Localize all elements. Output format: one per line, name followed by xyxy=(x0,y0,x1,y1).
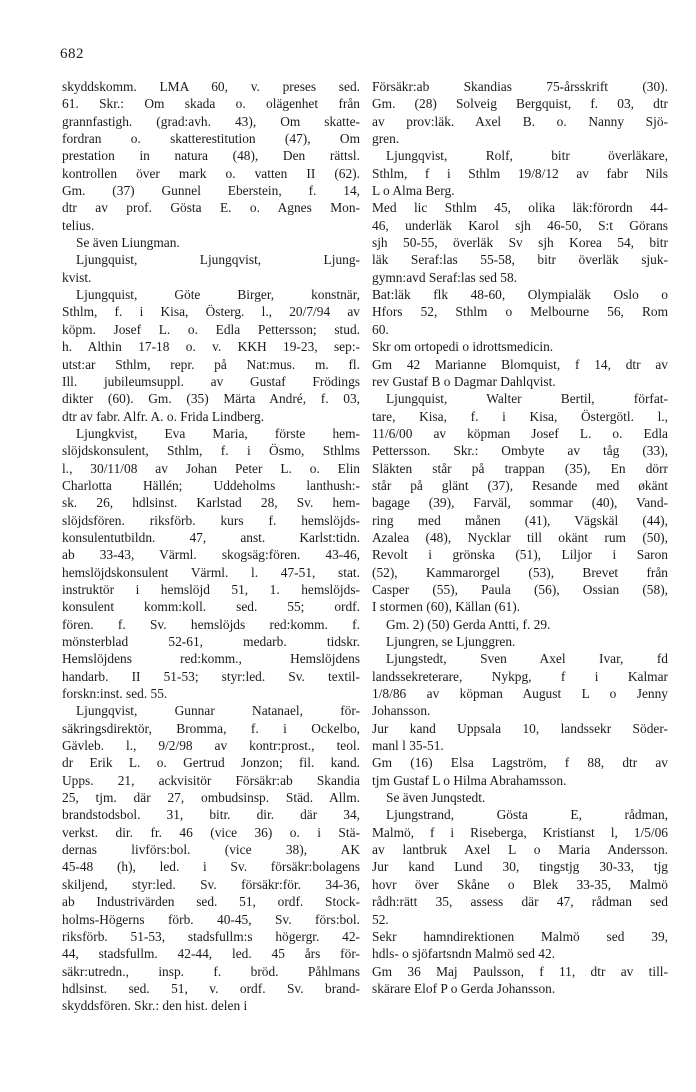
text-line: kontrollen över mark o. vatten II (62). xyxy=(62,165,360,181)
text-line: Charlotta Hällén; Uddeholms lanthush:- xyxy=(62,477,360,493)
text-line: gymn:avd Seraf:las sed 58. xyxy=(372,269,518,285)
text-line: Sthlm, f i Sthlm 19/8/12 av fabr Nils xyxy=(372,165,668,181)
text-line: 46, underläk Karol sjh 46-50, S:t Görans xyxy=(372,217,668,233)
text-line: ab Industrivärden sed. 51, ordf. Stock- xyxy=(62,894,360,910)
text-line: av prov:läk. Axel B. o. Nanny Sjö- xyxy=(372,113,668,129)
text-line: Gm (16) Elsa Lagström, f 88, dtr av xyxy=(372,755,668,771)
text-line: 45-48 (h), led. i Sv. försäkr:bolagens xyxy=(62,859,360,875)
text-line: 60. xyxy=(372,321,389,337)
text-line: kvist. xyxy=(62,269,92,285)
text-line: Försäkr:ab Skandias 75-årsskrift (30). xyxy=(372,79,668,94)
text-line: Ljungqvist, Rolf, bitr överläkare, xyxy=(386,148,668,164)
text-line: tare, Kisa, f. i Kisa, Östergötl. l., xyxy=(372,408,668,424)
text-line: rådh:rätt 35, assess där 47, rådman sed xyxy=(372,894,668,910)
text-line: av lantbruk Axel L o Maria Andersson. xyxy=(372,842,668,858)
text-line: Ljungren, se Ljunggren. xyxy=(386,634,516,649)
text-line: sk. 26, hdlsinst. Karlstad 28, Sv. hem- xyxy=(62,495,360,511)
text-line: fören. f. Sv. hemslöjds red:komm. f. xyxy=(62,616,360,632)
text-line: rev Gustaf B o Dagmar Dahlqvist. xyxy=(372,373,556,389)
text-line: köpm. Josef L. o. Edla Pettersson; stud. xyxy=(62,321,360,337)
text-line: Revolt i grönska (51), Liljor i Saron xyxy=(372,547,668,563)
text-line: dtr av prof. Gösta E. o. Agnes Mon- xyxy=(62,200,360,216)
text-line: hdls- o sjöfartsndn Malmö sed 42. xyxy=(372,946,555,962)
text-line: Jur kand Lund 30, tingstjg 30-33, tjg xyxy=(372,859,668,875)
text-line: Azalea (48), Nycklar till okänt rum (50), xyxy=(372,529,668,545)
text-line: 61. Skr.: Om skada o. olägenhet från xyxy=(62,96,360,112)
text-line: L o Alma Berg. xyxy=(372,183,455,199)
text-line: 52. xyxy=(372,911,389,927)
text-line: Släkten står på trappan (35), En dörr xyxy=(372,460,668,476)
text-line: Gm. (37) Gunnel Eberstein, f. 14, xyxy=(62,183,360,199)
text-line: 11/6/00 av köpman Josef L. o. Edla xyxy=(372,425,668,441)
text-line: Ljungquist, Göte Birger, konstnär, xyxy=(76,287,360,303)
text-line: Med lic Sthlm 45, olika läk:förordn 44- xyxy=(372,200,668,216)
text-line: h. Althin 17-18 o. v. KKH 19-23, sep:- xyxy=(62,339,360,355)
text-line: Se även Junqstedt. xyxy=(386,790,486,806)
text-line: utst:ar Sthlm, repr. på Nat:mus. m. fl. xyxy=(62,356,360,372)
text-line: Johansson. xyxy=(372,703,431,719)
text-line: Ljungstedt, Sven Axel Ivar, fd xyxy=(386,651,668,667)
text-line: (52), Kammarorgel (53), Brevet från xyxy=(372,564,668,580)
text-line: verkst. dir. fr. 46 (vice 36) o. i Stä- xyxy=(62,824,360,840)
text-line: säkr:utredn., insp. f. bröd. Påhlmans xyxy=(62,963,360,979)
text-line: instruktör i hemslöjd 51, 1. hemslöjds- xyxy=(62,581,360,597)
text-line: slöjdskonsulent, Sthlm, f. i Ösmo, Sthlms xyxy=(62,443,360,459)
text-line: Ljungkvist, Eva Maria, förste hem- xyxy=(76,425,360,441)
text-line: dr Erik L. o. Gertrud Jonzon; fil. kand. xyxy=(62,755,360,771)
text-line: 25, tjm. där 27, ombudsinsp. Städ. Allm. xyxy=(62,790,360,806)
text-line: Ljungstrand, Gösta E, rådman, xyxy=(386,807,668,823)
text-line: I stormen (60), Källan (61). xyxy=(372,599,520,615)
text-line: landssekreterare, Nykpg, f i Kalmar xyxy=(372,668,668,684)
page-number: 682 xyxy=(60,46,84,62)
text-line: dernas livförs:bol. (vice 38), AK xyxy=(62,842,360,858)
text-line: l., 30/11/08 av Johan Peter L. o. Elin xyxy=(62,460,360,476)
text-line: Pettersson. Skr.: Ombyte av tåg (33), xyxy=(372,443,668,459)
text-line: Skr om ortopedi o idrottsmedicin. xyxy=(372,339,554,355)
text-line: forskn:inst. sed. 55. xyxy=(62,686,168,702)
text-line: dikter (60). Gm. (35) Märta André, f. 03, xyxy=(62,391,360,407)
text-line: står på glänt (37), Resande med økänt xyxy=(372,477,668,493)
text-line: hovr över Skåne o Blek 33-35, Malmö xyxy=(372,876,668,892)
text-line: sjh 50-55, överläk Sv sjh Korea 54, bitr xyxy=(372,235,668,251)
text-line: prestation in natura (48), Den rättsl. xyxy=(62,148,360,164)
text-line: 44, stadsfullm. 42-44, led. 45 års för- xyxy=(62,946,360,962)
left-column xyxy=(62,78,360,1015)
text-line: Bat:läk flk 48-60, Olympialäk Oslo o xyxy=(372,287,668,303)
text-line: ab 33-43, Värml. skogsäg:fören. 43-46, xyxy=(62,547,360,563)
text-line: 1/8/86 av köpman August L o Jenny xyxy=(372,686,668,702)
text-line: Gm 42 Marianne Blomquist, f 14, dtr av xyxy=(372,356,668,372)
text-line: telius. xyxy=(62,217,95,233)
text-line: Hfors 52, Sthlm o Melbourne 56, Rom xyxy=(372,304,668,320)
text-line: Se även Liungman. xyxy=(76,235,180,251)
text-line: bagage (39), Farväl, sommar (40), Vand- xyxy=(372,495,668,511)
text-line: slöjdsfören. riksförb. kurs f. hemslöjds- xyxy=(62,512,360,528)
text-line: Malmö, f i Riseberga, Kristianst l, 1/5/06 xyxy=(372,824,668,840)
text-line: dtr av fabr. Alfr. A. o. Frida Lindberg. xyxy=(62,408,265,424)
text-line: riksförb. 51-53, stadsfullm:s högergr. 42- xyxy=(62,928,360,944)
text-line: Ljungquist, Ljungqvist, Ljung- xyxy=(76,252,360,268)
text-line: holms-Högerns förb. 40-45, Sv. förs:bol. xyxy=(62,911,360,927)
text-line: Sekr hamndirektionen Malmö sed 39, xyxy=(372,928,668,944)
text-line: Sthlm, f. i Kisa, Österg. l., 20/7/94 av xyxy=(62,304,360,320)
text-line: Hemslöjdens red:komm., Hemslöjdens xyxy=(62,651,360,667)
text-line: skärare Elof P o Gerda Johansson. xyxy=(372,980,556,996)
text-line: läk Seraf:las 55-58, bitr överläk sjuk- xyxy=(372,252,668,268)
text-line: skiljend, styr:led. Sv. försäkr:för. 34-36, xyxy=(62,876,360,892)
text-line: brandstodsbol. 31, bitr. dir. där 34, xyxy=(62,807,360,823)
text-line: säkringsdirektör, Bromma, f. i Ockelbo, xyxy=(62,720,360,736)
text-line: handarb. II 51-53; styr:led. Sv. textil- xyxy=(62,668,360,684)
text-line: Casper (55), Paula (56), Ossian (58), xyxy=(372,581,668,597)
text-line: Upps. 21, ackvisitör Försäkr:ab Skandia xyxy=(62,772,360,788)
text-line: Jur kand Uppsala 10, landssekr Söder- xyxy=(372,720,668,736)
text-line: Gm. (28) Solveig Bergquist, f. 03, dtr xyxy=(372,96,668,112)
text-line: manl l 35-51. xyxy=(372,738,444,754)
text-line: hdlsinst. sed. 51, v. ordf. Sv. brand- xyxy=(62,980,360,996)
text-line: grannfastigh. (grad:avh. 43), Om skatte- xyxy=(62,113,360,129)
text-line: Ljungqvist, Gunnar Natanael, för- xyxy=(76,703,360,719)
text-line: Gm 36 Maj Paulsson, f 11, dtr av till- xyxy=(372,963,668,979)
text-line: konsulent komm:koll. sed. 55; ordf. xyxy=(62,599,360,615)
text-line: Ill. jubileumsuppl. av Gustaf Frödings xyxy=(62,373,360,389)
text-line: fordran o. skatterestitution (47), Om xyxy=(62,131,360,147)
text-line: hemslöjdskonsulent Värml. l. 47-51, stat. xyxy=(62,564,360,580)
text-line: Ljungquist, Walter Bertil, förfat- xyxy=(386,391,668,407)
text-line: mönsterblad 52-61, medarb. tidskr. xyxy=(62,634,360,649)
text-line: Gm. 2) (50) Gerda Antti, f. 29. xyxy=(386,616,551,632)
text-line: gren. xyxy=(372,131,400,147)
text-line: konsulentutbildn. 47, anst. Karlst:tidn. xyxy=(62,529,360,545)
text-line: skyddskomm. LMA 60, v. preses sed. xyxy=(62,79,360,94)
right-column xyxy=(372,78,668,997)
text-line: skyddsfören. Skr.: den hist. delen i xyxy=(62,998,248,1014)
text-line: tjm Gustaf L o Hilma Abrahamsson. xyxy=(372,772,567,788)
text-line: Gävleb. l., 9/2/98 av kontr:prost., teol. xyxy=(62,738,360,754)
text-line: ring med månen (41), Vägskäl (44), xyxy=(372,512,668,528)
